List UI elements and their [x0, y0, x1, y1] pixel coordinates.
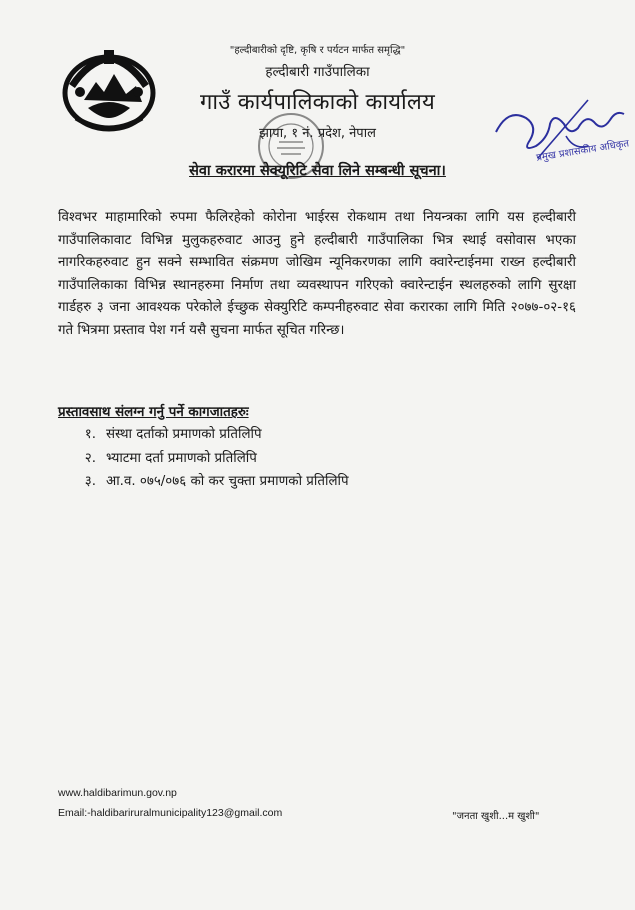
- signature-caption: प्रमुख प्रशासकीय अधिकृत: [535, 138, 630, 164]
- list-item-number: २.: [84, 450, 96, 466]
- list-item-number: ३.: [84, 474, 96, 489]
- motto-text: "हल्दीबारीको दृष्टि, कृषि र पर्यटन मार्फत समृद्धि": [229, 45, 406, 56]
- list-item-text: संस्था दर्ताको प्रमाणको प्रतिलिपि: [106, 427, 262, 442]
- footer-slogan: "जनता खुशी...म खुशी": [452, 811, 540, 822]
- office-title: गाउँ कार्यपालिकाको कार्यालय: [199, 90, 435, 115]
- footer-website: www.haldibarimun.gov.np: [58, 787, 177, 799]
- list-item: [58, 448, 558, 472]
- list-item: [58, 424, 558, 448]
- list-item-number: १.: [84, 427, 96, 442]
- list-item: [58, 471, 558, 495]
- footer-email: Email:-haldibariruralmunicipality123@gmail.com: [58, 807, 283, 819]
- list-item-text: भ्याटमा दर्ता प्रमाणको प्रतिलिपि: [106, 450, 257, 466]
- office-address: झापा, १ नं. प्रदेश, नेपाल: [259, 126, 376, 141]
- notice-body: विश्वभर माहामारिको रुपमा फैलिरहेको कोरोना भाईरस रोकथाम तथा नियन्त्रका लागि यस हल्दीबारी गाउँपालिकावाट विभिन्न मुलुकहरुवाट आउनु हुने हल्दीबारी गाउँपालिका भित्र स्थाई वसोवास भएका नागरिकहरुवाट हुन सक्ने सम्भावित संक्रमण जोखिम न्यूनिकरणका लागि क्वारेन्टाईनमा राख्न हल्दीबारी गाउँपालिकाका विभिन्न स्थानहरुमा निर्माण तथा व्यवस्थापन गरिएको क्वारेन्टाईन स्थलहरुको लागि सुरक्षा गार्डहरु ३ जना आवश्यक परेकोले ईच्छुक सेक्युरिटि कम्पनीहरुवाट सेवा करारका लागि मिति २०७७-०२-१६ गते भित्रमा प्रस्ताव पेश गर्न यसै सुचना मार्फत सूचित गरिन्छ।: [58, 210, 576, 338]
- municipality-name: हल्दीबारी गाउँपालिका: [265, 64, 370, 80]
- list-item-text: आ.व. ०७५/०७६ को कर चुक्ता प्रमाणको प्रतिलिपि: [106, 474, 349, 489]
- notice-subject: सेवा करारमा सेक्यूरिटि सेवा लिने सम्बन्धी सूचना।: [189, 163, 446, 179]
- attachments-title: प्रस्तावसाथ संलग्न गर्नु पर्ने कागजातहरुः: [58, 405, 249, 420]
- attachments-list: [58, 424, 558, 495]
